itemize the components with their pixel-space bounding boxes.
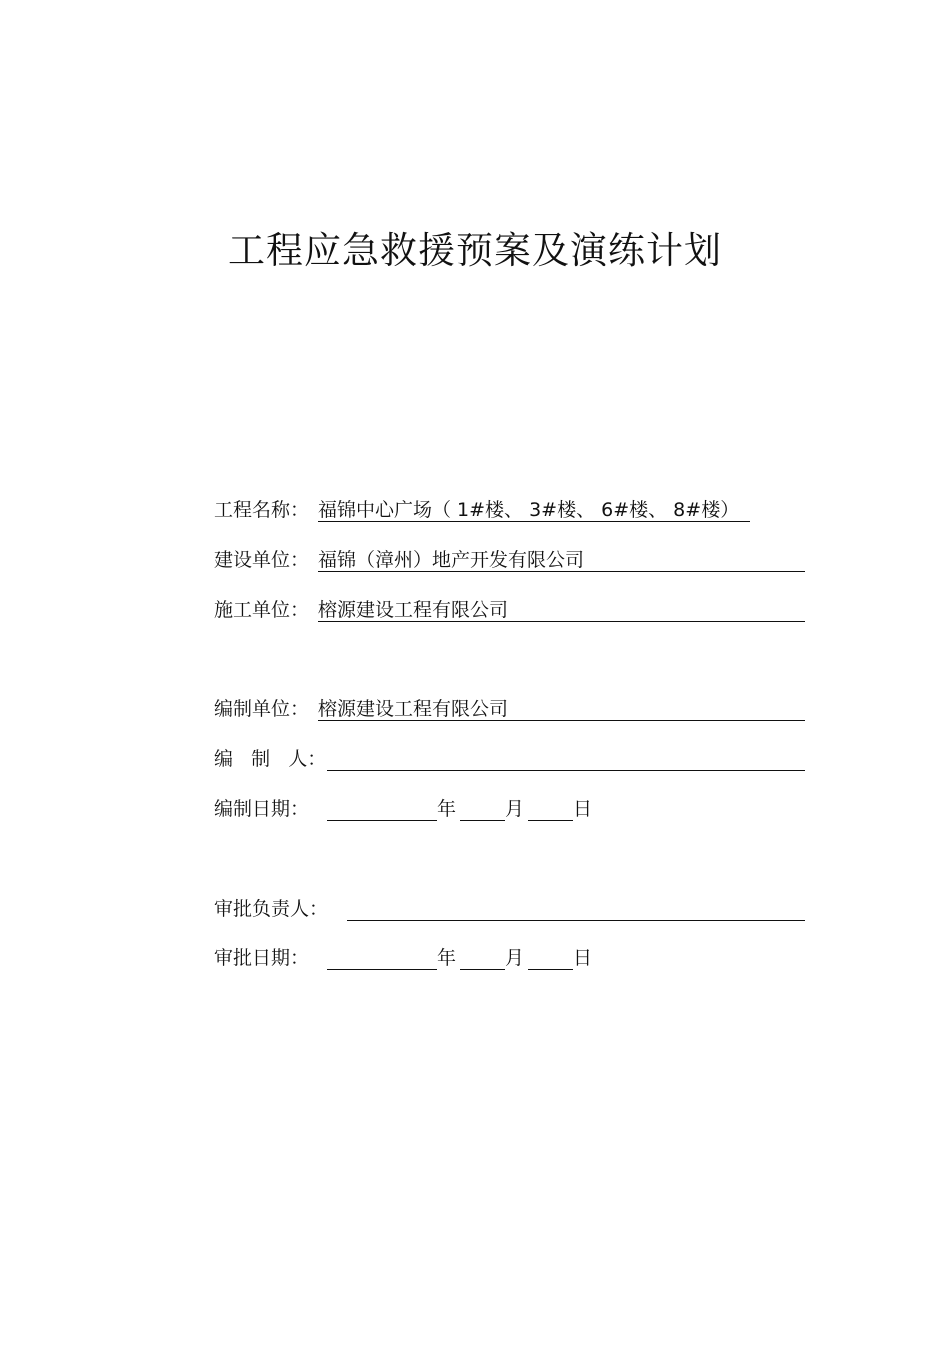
compiler-underline[interactable] <box>327 770 805 771</box>
approve-date-label: 审批日期： <box>214 947 310 969</box>
compiler-unit-label: 编制单位： <box>214 698 310 720</box>
contractor-row <box>214 595 806 625</box>
compile-year-unit: 年 <box>437 798 457 820</box>
compile-year-blank[interactable] <box>327 820 437 821</box>
approver-row <box>214 894 806 924</box>
contractor-label: 施工单位： <box>214 599 310 621</box>
approve-day-unit: 日 <box>573 947 593 969</box>
approve-month-blank[interactable] <box>460 969 505 970</box>
compile-month-blank[interactable] <box>460 820 505 821</box>
approver-underline[interactable] <box>347 920 805 921</box>
compile-date-label: 编制日期： <box>214 798 310 820</box>
compiler-unit-value: 榕源建设工程有限公司 <box>318 698 509 720</box>
builder-underline <box>318 571 805 572</box>
approve-date-row <box>214 943 614 973</box>
project-name-underline <box>318 521 750 522</box>
project-name-row <box>214 495 754 525</box>
compile-day-blank[interactable] <box>528 820 573 821</box>
builder-value: 福锦（漳州）地产开发有限公司 <box>318 549 585 571</box>
compile-day-unit: 日 <box>573 798 593 820</box>
project-name-label: 工程名称： <box>214 499 310 521</box>
compiler-label: 编 制 人： <box>214 748 327 770</box>
project-name-value: 福锦中心广场（ 1#楼、 3#楼、 6#楼、 8#楼） <box>318 499 740 521</box>
builder-label: 建设单位： <box>214 549 310 571</box>
contractor-underline <box>318 621 805 622</box>
compile-date-row <box>214 794 614 824</box>
document-title: 工程应急救援预案及演练计划 <box>228 229 722 272</box>
compiler-unit-row <box>214 694 806 724</box>
approve-day-blank[interactable] <box>528 969 573 970</box>
compiler-unit-underline <box>318 720 805 721</box>
approve-year-blank[interactable] <box>327 969 437 970</box>
compile-month-unit: 月 <box>505 798 525 820</box>
compiler-row <box>214 744 806 774</box>
approve-month-unit: 月 <box>505 947 525 969</box>
builder-row <box>214 545 806 575</box>
contractor-value: 榕源建设工程有限公司 <box>318 599 509 621</box>
approve-year-unit: 年 <box>437 947 457 969</box>
approver-label: 审批负责人： <box>214 898 329 920</box>
